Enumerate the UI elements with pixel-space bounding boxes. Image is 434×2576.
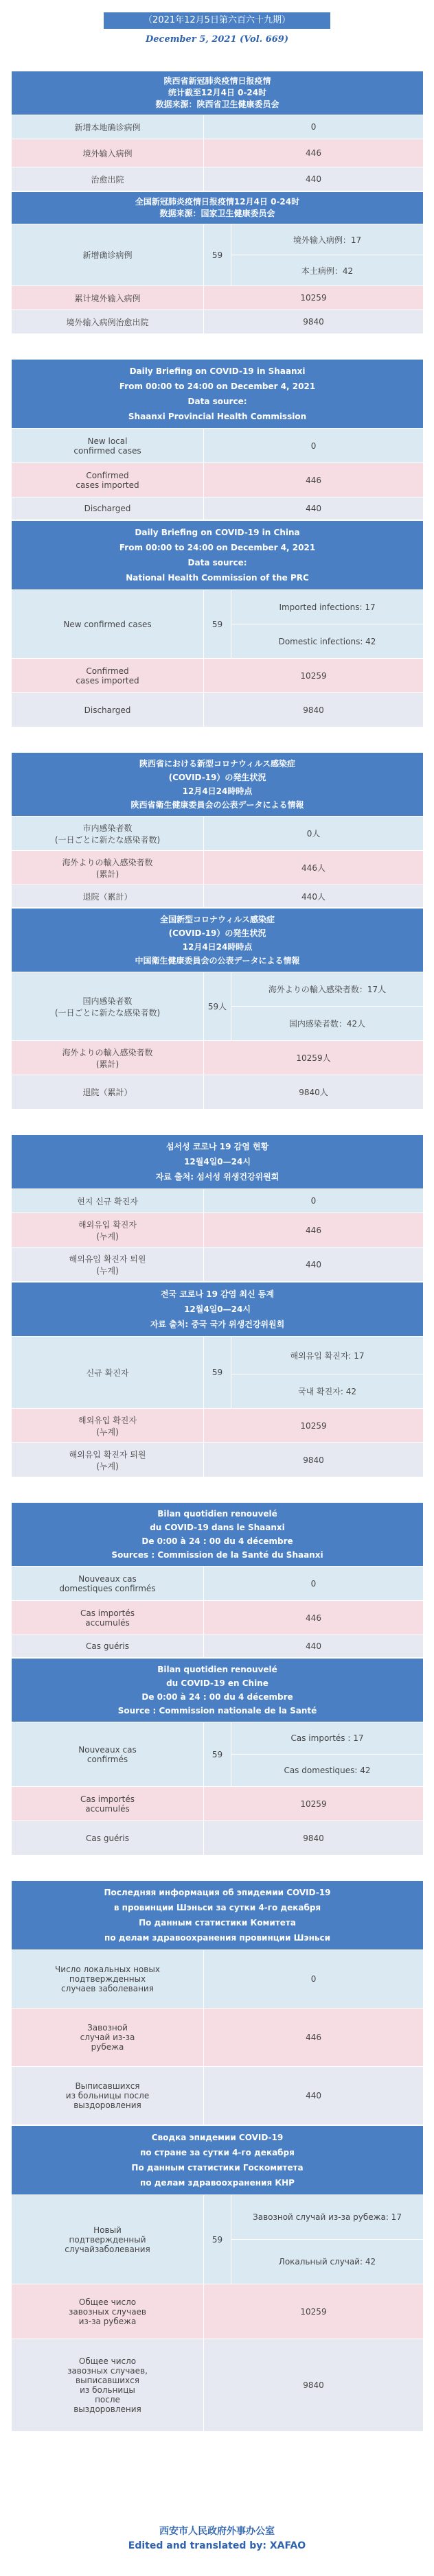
table-row <box>12 659 424 693</box>
row-value: 0 <box>204 1950 424 2009</box>
table-row <box>12 972 424 1007</box>
table-row <box>12 885 424 908</box>
ja-table-national <box>11 908 424 1110</box>
table-title <box>12 192 424 224</box>
row-label-line: случаев заболевания <box>61 1984 154 1993</box>
row-label <box>12 1950 204 2009</box>
table-row <box>12 1950 424 2009</box>
table-title-line: Bilan quotidien renouvelé <box>157 1509 277 1519</box>
section-gap <box>0 1855 434 1880</box>
table-title-line: по стране за сутки 4-го декабря <box>140 2148 295 2157</box>
row-label-line: (누계) <box>96 1231 119 1241</box>
table-header-row <box>12 1659 424 1722</box>
row-label-line: 市内感染者数 <box>82 823 133 833</box>
row-total: 59 <box>204 590 231 659</box>
table-title-line: Data source: <box>187 558 247 567</box>
row-label-line: Cas guéris <box>86 1641 129 1651</box>
row-value: 0 <box>204 1189 424 1213</box>
row-label <box>12 851 204 885</box>
row-label-line: Confirmed <box>86 470 129 480</box>
row-label-line: New local <box>87 436 128 446</box>
table-row <box>12 1787 424 1821</box>
table-row <box>12 286 424 310</box>
row-label-line: 현지 신규 확진자 <box>77 1196 138 1206</box>
row-label-line: confirmed cases <box>73 445 141 456</box>
table-title-line: 12月4日24時時点 <box>182 942 253 952</box>
row-label <box>12 2009 204 2067</box>
row-value: 0人 <box>204 817 424 851</box>
row-label-line: Confirmed <box>86 666 129 676</box>
table-title-line: Daily Briefing on COVID-19 in Shaanxi <box>129 366 306 376</box>
section-gap <box>0 727 434 752</box>
table-title-line: 자료 출처: 중국 국가 위생건강위원회 <box>150 1320 285 1329</box>
row-value: 9840 <box>204 1821 424 1855</box>
fr-table-province <box>11 1502 424 1658</box>
section-fr <box>0 1477 434 1855</box>
table-row <box>12 1601 424 1635</box>
table-title-line: (COVID-19）の発生状況 <box>168 928 266 938</box>
row-label-line: domestiques confirmés <box>59 1583 156 1593</box>
row-label-line: (累計) <box>95 1059 119 1069</box>
row-label-line: 海外よりの輸入感染者数 <box>62 857 153 867</box>
row-label <box>12 1337 204 1409</box>
footer-office: 西安市人民政府外事办公室 <box>159 2526 275 2537</box>
table-header-row <box>12 1283 424 1337</box>
row-label-line: 新增确诊病例 <box>82 250 133 260</box>
row-label-line: из больницы после <box>65 2091 150 2100</box>
row-label <box>12 2195 204 2284</box>
table-row <box>12 2284 424 2339</box>
table-header-row <box>12 1881 424 1950</box>
table-row <box>12 429 424 463</box>
row-label <box>12 1213 204 1248</box>
row-label-line: accumulés <box>85 1617 130 1628</box>
row-value: 10259 <box>204 1787 424 1821</box>
table-title-line: в провинции Шэньси за сутки 4-го декабря <box>113 1903 321 1912</box>
table-title-line: по делам здравоохранения провинции Шэньси <box>104 1933 330 1943</box>
row-sub-value: 境外输入病例：17 <box>231 224 424 255</box>
row-label-line: 境外输入病例 <box>82 148 133 159</box>
row-label-line: 新增本地确诊病例 <box>74 122 141 132</box>
table-row <box>12 167 424 191</box>
row-label-line: из больницы <box>80 2385 135 2395</box>
table-title-line: Shaanxi Provincial Health Commission <box>128 412 307 421</box>
table-header-row <box>12 909 424 972</box>
table-title <box>12 360 424 429</box>
row-sub-value: Cas importés : 17 <box>231 1722 424 1755</box>
row-sub-value: Завозной случай из-за рубежа: 17 <box>231 2195 424 2240</box>
table-row <box>12 1409 424 1443</box>
row-label-line: cases imported <box>76 675 139 686</box>
section-gap <box>0 334 434 359</box>
table-title-line: du COVID-19 dans le Shaanxi <box>150 1523 285 1532</box>
row-label <box>12 1409 204 1443</box>
row-label-line: после <box>95 2395 120 2404</box>
fr-table-national <box>11 1658 424 1855</box>
section-en <box>0 334 434 727</box>
row-label-line: Discharged <box>84 705 131 715</box>
table-header-row <box>12 360 424 429</box>
table-row <box>12 1337 424 1374</box>
table-title-line: 数据来源：陕西省卫生健康委员会 <box>155 99 279 109</box>
table-title-line: 中国衛生健康委員会の公表データによる情報 <box>135 956 300 965</box>
table-title-line: 统计截至12月4日 0-24时 <box>168 88 267 97</box>
row-label-line: (一日ごとに新たな感染者数) <box>54 834 161 845</box>
row-label <box>12 139 204 167</box>
issue-date-en: December 5, 2021 (Vol. 669) <box>145 34 289 45</box>
table-row <box>12 1722 424 1755</box>
row-label-line: 海外よりの輸入感染者数 <box>62 1047 153 1057</box>
row-label-line: Nouveaux cas <box>78 1573 137 1584</box>
row-label-line: 境外输入病例治愈出院 <box>66 317 149 327</box>
row-value: 9840 <box>204 2339 424 2432</box>
section-cn <box>0 50 434 334</box>
table-row <box>12 1213 424 1248</box>
row-value: 440人 <box>204 885 424 908</box>
row-label-line: 해외유입 확진자 <box>78 1219 137 1230</box>
row-value: 9840人 <box>204 1075 424 1110</box>
row-sub-value: Imported infections: 17 <box>231 590 424 624</box>
table-row <box>12 497 424 520</box>
table-title-line: Data source: <box>187 397 247 406</box>
row-label-line: выздоровления <box>73 2100 141 2110</box>
row-label <box>12 115 204 139</box>
row-label-line: 累计境外输入病例 <box>74 293 141 303</box>
row-value: 10259人 <box>204 1041 424 1075</box>
table-title <box>12 909 424 972</box>
row-label-line: 신규 확진자 <box>86 1368 129 1378</box>
table-title <box>12 1503 424 1567</box>
en-table-national <box>11 520 424 727</box>
row-sub-value: 해외유입 확진자: 17 <box>231 1337 424 1374</box>
table-title <box>12 71 424 115</box>
row-sub-value: Локальный случай: 42 <box>231 2240 424 2284</box>
row-label <box>12 1075 204 1110</box>
table-title-line: 全国新型コロナウィルス感染症 <box>160 915 275 924</box>
table-title-line: 12月4日24時時点 <box>182 786 253 796</box>
row-label-line: (누계) <box>96 1265 119 1276</box>
row-label <box>12 972 204 1041</box>
table-title-line: 陝西省における新型コロナウィルス感染症 <box>139 759 295 769</box>
table-row <box>12 310 424 334</box>
cn-table-national <box>11 191 424 334</box>
row-label-line: Cas importés <box>80 1794 135 1804</box>
row-label-line: 退院（累計） <box>82 1088 133 1097</box>
table-row <box>12 2067 424 2125</box>
table-row <box>12 1821 424 1855</box>
row-label-line: Новый <box>93 2225 122 2235</box>
table-row <box>12 1041 424 1075</box>
row-label-line: confirmés <box>87 1754 128 1764</box>
row-label-line: (累計) <box>95 869 119 879</box>
row-label-line: завозных случаев, <box>67 2366 148 2376</box>
row-value: 0 <box>204 429 424 463</box>
row-label <box>12 1248 204 1282</box>
table-title-line: По данным статистики Госкомитета <box>131 2163 304 2173</box>
row-label-line: подтвержденный <box>69 2234 146 2245</box>
row-sub-value: Cas domestiques: 42 <box>231 1755 424 1787</box>
page <box>0 12 434 2551</box>
table-title-line: 12월4일0—24시 <box>184 1304 251 1314</box>
row-label <box>12 1443 204 1477</box>
section-gap <box>0 1110 434 1134</box>
table-title-line: From 00:00 to 24:00 on December 4, 2021 <box>119 382 316 391</box>
row-label <box>12 1601 204 1635</box>
table-row <box>12 1635 424 1658</box>
table-header-row <box>12 521 424 590</box>
table-row <box>12 1189 424 1213</box>
row-value: 446 <box>204 1213 424 1248</box>
section-ko <box>0 1110 434 1477</box>
row-label-line: Завозной <box>87 2023 128 2033</box>
row-total: 59 <box>204 224 231 286</box>
row-label-line: 해외유입 확진자 퇴원 <box>69 1254 146 1264</box>
bulletin-content <box>0 50 434 2432</box>
row-label <box>12 1567 204 1601</box>
row-total: 59人 <box>204 972 231 1041</box>
table-row <box>12 1075 424 1110</box>
table-title-line: 陝西省衛生健康委員会の公表データによる情報 <box>130 800 304 810</box>
table-row <box>12 817 424 851</box>
table-header-row <box>12 1503 424 1567</box>
table-title-line: 数据来源：国家卫生健康委员会 <box>159 209 275 218</box>
section-gap <box>0 1477 434 1502</box>
table-title <box>12 521 424 590</box>
row-label <box>12 167 204 191</box>
table-title <box>12 1135 424 1189</box>
row-label-line: из-за рубежа <box>78 2316 137 2326</box>
row-label-line: New confirmed cases <box>63 619 152 629</box>
table-title-line: du COVID-19 en Chine <box>166 1678 269 1688</box>
table-row <box>12 590 424 624</box>
row-label-line: (누계) <box>96 1427 119 1437</box>
row-value: 9840 <box>204 310 424 334</box>
row-label <box>12 885 204 908</box>
row-label-line: Cas guéris <box>86 1833 129 1843</box>
table-title <box>12 1881 424 1950</box>
table-title-line: From 00:00 to 24:00 on December 4, 2021 <box>119 543 316 552</box>
row-label <box>12 693 204 727</box>
row-value: 446 <box>204 139 424 167</box>
row-value: 446 <box>204 1601 424 1635</box>
table-title-line: De 0:00 à 24 : 00 du 4 décembre <box>141 1536 293 1546</box>
table-row <box>12 2339 424 2432</box>
table-row <box>12 224 424 255</box>
ko-table-province <box>11 1134 424 1282</box>
section-ru <box>0 1855 434 2432</box>
table-title-line: 12월4일0—24시 <box>184 1157 251 1167</box>
row-value: 9840 <box>204 693 424 727</box>
row-sub-value: 本土病例：42 <box>231 255 424 286</box>
row-value: 0 <box>204 1567 424 1601</box>
footer-credit: Edited and translated by: XAFAO <box>128 2540 306 2551</box>
table-title-line: Daily Briefing on COVID-19 in China <box>135 528 300 537</box>
row-value: 446 <box>204 2009 424 2067</box>
table-row <box>12 139 424 167</box>
row-value: 9840 <box>204 1443 424 1477</box>
row-label-line: подтвержденных <box>69 1974 146 1984</box>
row-label-line: cases imported <box>76 480 139 490</box>
row-label <box>12 2067 204 2125</box>
row-label-line: завозных случаев <box>68 2306 147 2317</box>
table-title <box>12 1283 424 1337</box>
row-label-line: Выписавшихся <box>75 2081 140 2091</box>
en-table-province <box>11 359 424 520</box>
table-row <box>12 693 424 727</box>
row-value: 10259 <box>204 1409 424 1443</box>
table-header-row <box>12 753 424 817</box>
row-label-line: случай из-за <box>80 2033 135 2042</box>
table-title-line: 全国新冠肺炎疫情日报疫情12月4日 0-24时 <box>135 197 300 207</box>
row-label-line: Число локальных новых <box>55 1965 160 1974</box>
table-title-line: 섬서성 코로나 19 감염 현황 <box>165 1142 269 1151</box>
table-title <box>12 2126 424 2195</box>
table-title-line: Сводка эпидемии COVID-19 <box>151 2133 284 2142</box>
row-sub-value: 国内感染者数：42人 <box>231 1007 424 1041</box>
row-total: 59 <box>204 1722 231 1787</box>
table-row <box>12 1443 424 1477</box>
row-label-line: случайзаболевания <box>65 2244 150 2254</box>
row-label-line: Cas importés <box>80 1608 135 1618</box>
table-row <box>12 2195 424 2240</box>
row-label-line: Discharged <box>84 504 131 513</box>
table-title-line: Source : Commission nationale de la Santé <box>117 1706 317 1716</box>
row-value: 446 <box>204 463 424 497</box>
row-label-line: 해외유입 확진자 퇴원 <box>69 1449 146 1460</box>
table-header-row <box>12 71 424 115</box>
table-row <box>12 1567 424 1601</box>
row-value: 440 <box>204 167 424 191</box>
table-row <box>12 463 424 497</box>
row-sub-value: 국내 확진자: 42 <box>231 1374 424 1409</box>
row-label <box>12 659 204 693</box>
row-label <box>12 817 204 851</box>
table-row <box>12 115 424 139</box>
row-label-line: Общее число <box>78 2356 137 2366</box>
ko-table-national <box>11 1282 424 1477</box>
row-label-line: выписавшихся <box>76 2376 139 2385</box>
row-total: 59 <box>204 1337 231 1409</box>
row-label <box>12 1787 204 1821</box>
row-label <box>12 1041 204 1075</box>
table-title-line: National Health Commission of the PRC <box>126 573 309 583</box>
section-gap <box>0 50 434 71</box>
row-value: 440 <box>204 1635 424 1658</box>
table-title-line: 자료 출처: 섬서성 위생건강위원회 <box>155 1172 279 1182</box>
row-label <box>12 497 204 520</box>
row-label-line: accumulés <box>85 1803 130 1814</box>
row-label <box>12 1821 204 1855</box>
issue-date-cn: （2021年12月5日第六百六十九期） <box>104 12 330 29</box>
table-title-line: По данным статистики Комитета <box>139 1918 296 1928</box>
cn-table-province <box>11 71 424 191</box>
section-ja <box>0 727 434 1110</box>
table-title-line: по делам здравоохранения КНР <box>140 2178 295 2188</box>
row-label-line: Общее число <box>78 2297 137 2307</box>
row-value: 440 <box>204 497 424 520</box>
row-label <box>12 1189 204 1213</box>
table-row <box>12 2009 424 2067</box>
ja-table-province <box>11 752 424 908</box>
row-value: 10259 <box>204 286 424 310</box>
row-label <box>12 429 204 463</box>
row-label <box>12 310 204 334</box>
row-label-line: 退院（累計） <box>82 891 133 902</box>
table-title-line: De 0:00 à 24 : 00 du 4 décembre <box>141 1692 293 1702</box>
table-title-line: (COVID-19）の発生状況 <box>168 773 266 782</box>
row-value: 446人 <box>204 851 424 885</box>
table-title-line: Bilan quotidien renouvelé <box>157 1665 277 1674</box>
row-sub-value: 海外よりの輸入感染者数：17人 <box>231 972 424 1007</box>
table-title-line: 陕西省新冠肺炎疫情日报疫情 <box>163 76 271 86</box>
row-label <box>12 1635 204 1658</box>
row-label <box>12 224 204 286</box>
row-label <box>12 2339 204 2432</box>
row-total: 59 <box>204 2195 231 2284</box>
row-label-line: Nouveaux cas <box>78 1744 137 1755</box>
table-title-line: Последняя информация об эпидемии COVID-19 <box>104 1888 331 1897</box>
row-sub-value: Domestic infections: 42 <box>231 624 424 659</box>
row-label-line: 治愈出院 <box>91 174 124 185</box>
row-value: 10259 <box>204 2284 424 2339</box>
row-label-line: (누계) <box>96 1461 119 1471</box>
table-row <box>12 851 424 885</box>
row-label-line: (一日ごとに新たな感染者数) <box>54 1007 161 1018</box>
row-label <box>12 1722 204 1787</box>
table-title <box>12 753 424 817</box>
row-value: 0 <box>204 115 424 139</box>
row-value: 440 <box>204 2067 424 2125</box>
table-title-line: 전국 코로나 19 감염 최신 동계 <box>160 1289 275 1299</box>
ru-table-province <box>11 1880 424 2125</box>
table-header-row <box>12 192 424 224</box>
row-value: 10259 <box>204 659 424 693</box>
row-label-line: рубежа <box>91 2042 124 2052</box>
row-label-line: выздоровления <box>73 2404 141 2414</box>
table-title-line: Sources : Commission de la Santé du Shaanxi <box>111 1550 323 1560</box>
row-label-line: 해외유입 확진자 <box>78 1415 137 1425</box>
table-row <box>12 1248 424 1282</box>
row-value: 440 <box>204 1248 424 1282</box>
row-label <box>12 2284 204 2339</box>
table-title <box>12 1659 424 1722</box>
table-header-row <box>12 2126 424 2195</box>
row-label <box>12 286 204 310</box>
row-label <box>12 463 204 497</box>
row-label-line: 国内感染者数 <box>82 996 133 1006</box>
ru-table-national <box>11 2125 424 2432</box>
table-header-row <box>12 1135 424 1189</box>
row-label <box>12 590 204 659</box>
